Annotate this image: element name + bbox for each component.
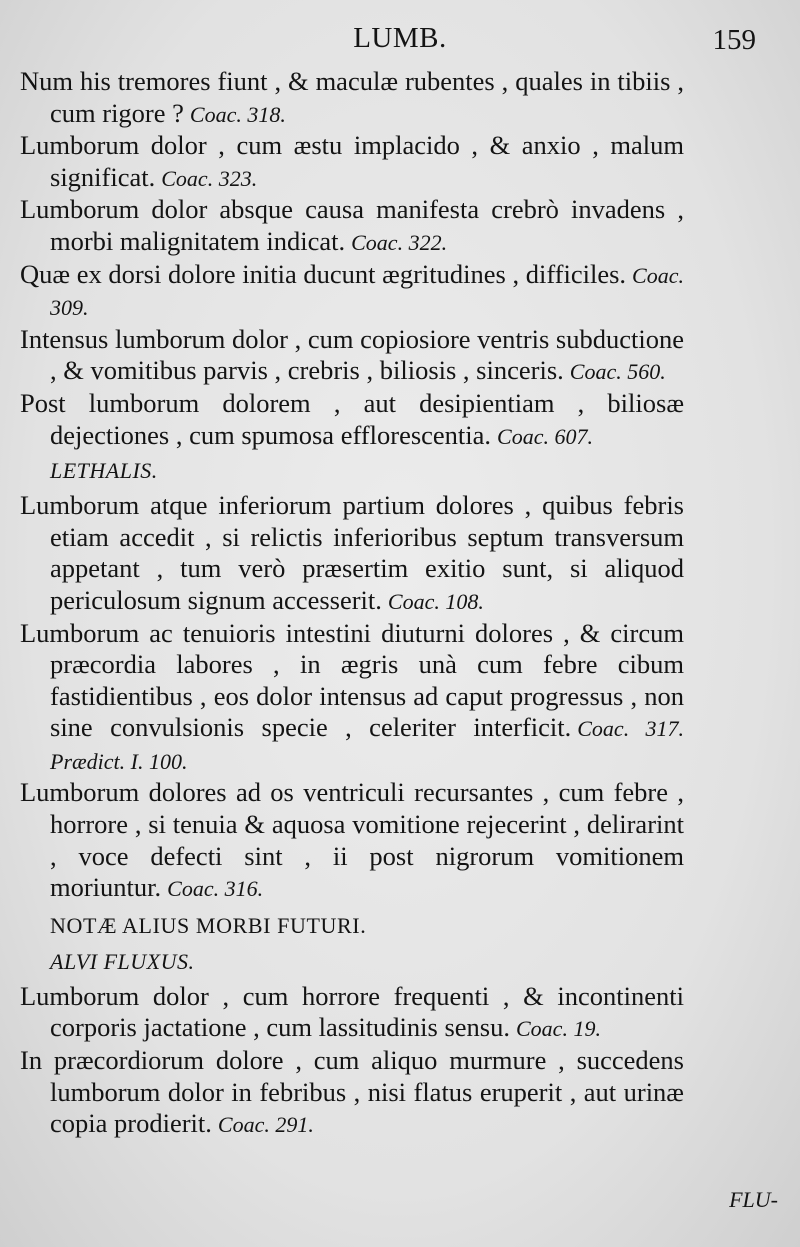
section-heading-alvi-fluxus: ALVI FLUXUS.	[50, 948, 195, 974]
coac-reference: Coac. 322.	[351, 229, 448, 255]
entry-text: Lumborum dolores ad os ventriculi recursantes , cum febre , horrore , si tenuia & aquosa vomitione rejecerint , delirarint , voce defecti sint , ii post nigrorum vomitionem moriuntur.	[20, 777, 684, 903]
page-number: 159	[712, 24, 756, 56]
entry-text: Quæ ex dorsi dolore initia ducunt ægritudines , difficiles.	[20, 258, 627, 289]
coac-reference: Coac. 323.	[161, 165, 258, 191]
entry-text: In præcordiorum dolore , cum aliquo murmure , succedens lumborum dolor in febribus , nisi flatus eruperit , aut urinæ copia prodierit.	[20, 1045, 684, 1139]
entry-text: Num his tremores fiunt , & maculæ rubentes , quales in tibiis , cum rigore ?	[20, 66, 684, 128]
entry-text: Lumborum atque inferiorum partium dolores , quibus febris etiam accedit , si relictis inferioribus septum transversum appetant , tum verò præsertim exitio sunt, si aliquod periculosum signum accesserit.	[20, 490, 684, 615]
coac-reference: Coac. 316.	[167, 876, 264, 902]
section-heading-notae: NOTÆ ALIUS MORBI FUTURI.	[50, 912, 367, 938]
text-block	[20, 66, 684, 1141]
catchword: FLU-	[729, 1187, 778, 1212]
entry	[20, 324, 684, 388]
section-heading-lethalis: LETHALIS.	[50, 458, 158, 484]
entry-text: Intensus lumborum dolor , cum copiosiore ventris subductione , & vomitibus parvis , crebris , biliosis , sinceris.	[20, 323, 684, 386]
entry	[20, 194, 684, 258]
entry	[20, 490, 684, 617]
entry	[20, 618, 684, 778]
entry	[20, 981, 684, 1045]
running-head-title: LUMB.	[353, 22, 447, 54]
entry-text: Lumborum dolor , cum horrore frequenti , & incontinenti corporis jactatione , cum lassitudinis sensu.	[20, 980, 684, 1043]
coac-reference: Coac. 309.	[50, 262, 684, 321]
entry-text: Lumborum dolor , cum æstu implacido , & anxio , malum significat.	[20, 130, 684, 192]
entry	[20, 1045, 684, 1141]
coac-reference: Coac. 560.	[569, 359, 666, 385]
entry-text: Post lumborum dolorem , aut desipientiam , biliosæ dejectiones , cum spumosa efflorescentia.	[20, 387, 684, 450]
running-head	[18, 22, 782, 58]
coac-reference: Coac. 317. Prædict. I. 100.	[50, 716, 684, 774]
entry	[20, 777, 684, 904]
coac-reference: Coac. 291.	[217, 1112, 314, 1138]
entry	[20, 66, 684, 130]
entry	[20, 130, 684, 194]
entry-text: Lumborum ac tenuioris intestini diuturni dolores , & circum præcordia labores , in ægris unà cum febre cibum fastidientibus , eos dolor intensus ad caput progressus , non sine convulsionis specie , celeriter interficit.	[20, 617, 684, 743]
coac-reference: Coac. 108.	[387, 588, 484, 614]
coac-reference: Coac. 19.	[516, 1016, 601, 1042]
entry	[20, 388, 684, 452]
coac-reference: Coac. 318.	[189, 101, 286, 127]
entry-text: Lumborum dolor absque causa manifesta crebrò invadens , morbi malignitatem indicat.	[20, 194, 684, 256]
coac-reference: Coac. 607.	[497, 423, 593, 449]
entry	[20, 259, 684, 324]
